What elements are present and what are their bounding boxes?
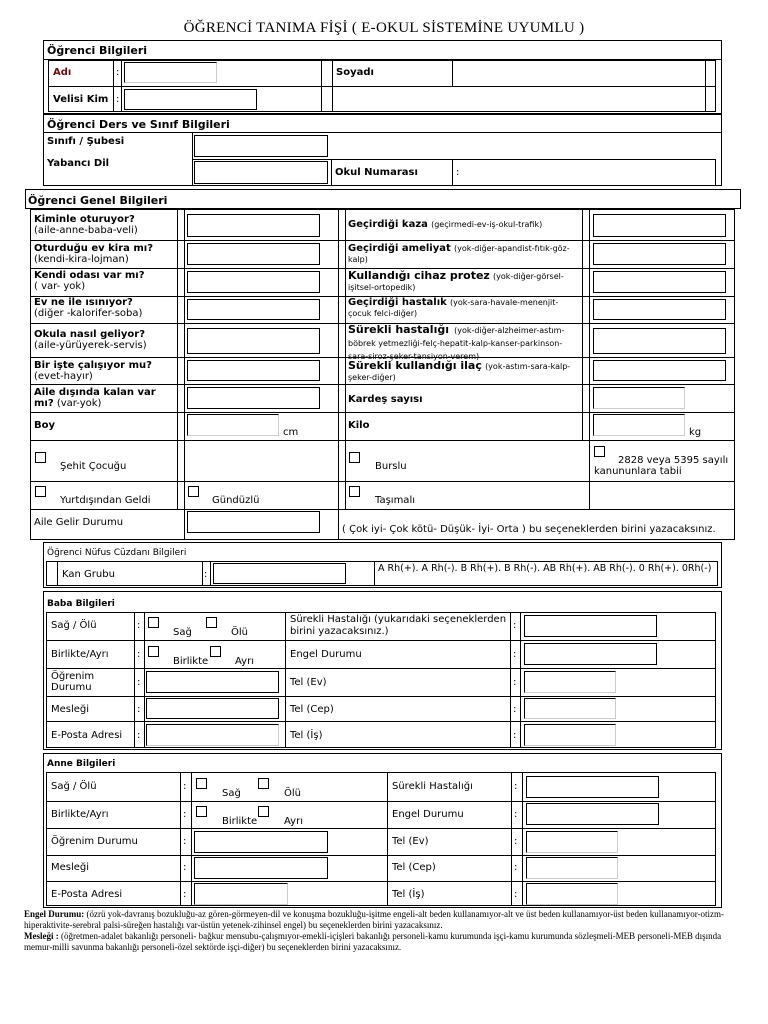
father-mobile-label: Tel (Cep) (290, 704, 334, 715)
school-number-label: Okul Numarası (335, 167, 418, 178)
page-title: ÖĞRENCİ TANIMA FİŞİ ( E-OKUL SİSTEMİNE UYUMLU ) (183, 20, 585, 36)
father-chronic-input[interactable] (524, 615, 657, 637)
colon: : (183, 889, 187, 900)
divider (30, 240, 735, 241)
lives-with-label: Kiminle oturuyor? (aile-anne-baba-veli) (34, 214, 138, 236)
law-label: 2828 veya 5395 sayılı kanununlara tabii (594, 455, 729, 477)
father-work-phone-label: Tel (İş) (290, 730, 323, 741)
divider (46, 668, 716, 669)
divider (589, 209, 590, 509)
mother-home-phone-input[interactable] (526, 831, 618, 853)
father-separate-checkbox[interactable] (210, 646, 221, 657)
colon: : (514, 809, 518, 820)
colon: : (116, 94, 120, 105)
transport-input[interactable] (187, 328, 320, 354)
colon: : (514, 836, 518, 847)
mother-dead-checkbox[interactable] (258, 778, 269, 789)
class-section-input[interactable] (194, 135, 328, 157)
illness-label: Geçirdiği hastalık (yok-sara-havale-menenjit-çocuk felci-diğer) (348, 297, 559, 318)
colon: : (137, 704, 141, 715)
colon: : (204, 569, 208, 580)
mother-mobile-label: Tel (Cep) (392, 862, 436, 873)
father-together-checkbox[interactable] (148, 646, 159, 657)
house-rent-label: Oturduğu ev kira mı? (kendi-kira-lojman) (34, 243, 154, 265)
name-input[interactable] (124, 62, 217, 83)
colon: : (137, 620, 141, 631)
father-disability-label: Engel Durumu (290, 649, 362, 660)
guardian-input[interactable] (124, 89, 257, 110)
divider (180, 772, 181, 906)
divider (46, 640, 716, 641)
weight-input[interactable] (593, 414, 685, 436)
father-work-phone-input[interactable] (524, 724, 616, 746)
colon: : (183, 809, 187, 820)
surgery-label: Geçirdiği ameliyat (yok-diğer-apandist-fıtık-göz-kalp) (348, 243, 570, 264)
prosthesis-input[interactable] (593, 271, 726, 293)
disability-note-text: (özrü yok-davranış bozukluğu-az gören-görmeyen-dil ve konuşma bozukluğu-işitme engeli-alt beden kullanamıyor-alt ve üst beden kullanamıyor-üst beden kullanamıyor-otizm-hiperaktivite-serebral palsi-süreğen hastalığı var-üstün yetenek-zihinsel engel) bu seçeneklerden birini yazacaksınız. (24, 909, 725, 930)
job-note-text: (öğretmen-adalet bakanlığı personeli- bağkur mensubu-çalışmıyor-emekli-içişleri bakanlığı personeli-kamu kurumunda işçi-kamu kurumunda sözleşmeli-MEB personeli-MEB dışında memur-milli savunma bakanlığı personeli-özel sektörde işçi-diğer) bu seçeneklerden birini yazacaksınız. (24, 931, 722, 952)
mother-alive-label: Sağ / Ölü (51, 781, 97, 792)
father-dead-checkbox[interactable] (206, 617, 217, 628)
father-email-input[interactable] (146, 724, 279, 746)
father-education-label: Öğrenim Durumu (51, 671, 95, 693)
colon: : (513, 730, 517, 741)
martyr-child-checkbox[interactable] (35, 452, 46, 463)
medication-input[interactable] (593, 360, 726, 381)
colon: : (513, 677, 517, 688)
mother-work-phone-label: Tel (İş) (392, 889, 425, 900)
divider (184, 209, 185, 540)
colon: : (183, 862, 187, 873)
mother-chronic-input[interactable] (526, 776, 659, 798)
student-info-header: Öğrenci Bilgileri (47, 44, 148, 57)
father-job-label: Mesleği (51, 704, 90, 715)
heating-input[interactable] (187, 299, 320, 320)
colon: : (514, 889, 518, 900)
father-disability-input[interactable] (524, 643, 657, 665)
mother-education-label: Öğrenim Durumu (51, 836, 138, 847)
transport-label: Okula nasıl geliyor? (aile-yürüyerek-servis) (34, 329, 147, 351)
surgery-input[interactable] (593, 243, 726, 265)
chronic-illness-input[interactable] (593, 328, 726, 354)
divider (374, 561, 375, 586)
divider (121, 60, 122, 112)
mother-job-input[interactable] (194, 857, 328, 879)
father-job-input[interactable] (146, 698, 279, 719)
from-abroad-checkbox[interactable] (35, 486, 46, 497)
scholarship-checkbox[interactable] (349, 452, 360, 463)
father-home-phone-input[interactable] (524, 671, 616, 693)
medication-label: Sürekli kullandığı ilaç (yok-astım-sara-kalp-şeker-diğer) (348, 359, 571, 382)
father-together-label: Birlikte/Ayrı (51, 649, 109, 660)
height-input[interactable] (187, 414, 279, 436)
divider (46, 855, 716, 856)
siblings-input[interactable] (593, 387, 685, 409)
mother-separate-checkbox[interactable] (258, 806, 269, 817)
divider (332, 60, 333, 112)
divider (520, 612, 521, 748)
heating-label: Ev ne ile ısınıyor? (diğer -kalorifer-soba) (34, 297, 143, 319)
accident-input[interactable] (593, 214, 726, 237)
guardian-label: Velisi Kim (53, 94, 109, 105)
mother-work-phone-input[interactable] (526, 883, 618, 905)
disability-note (24, 909, 748, 953)
mother-disability-label: Engel Durumu (392, 809, 464, 820)
colon: : (513, 620, 517, 631)
divider (46, 696, 716, 697)
colon: : (116, 67, 120, 78)
from-abroad-label: Yurtdışından Geldi (60, 495, 151, 506)
divider (522, 772, 523, 906)
mother-email-label: E-Posta Adresi (51, 889, 123, 900)
prosthesis-label: Kullandığı cihaz protez (yok-diğer-görsel-işitsel-ortopedik) (348, 269, 564, 292)
divider (387, 772, 388, 906)
day-student-checkbox[interactable] (188, 486, 199, 497)
father-alive-checkbox[interactable] (148, 617, 159, 628)
colon: : (514, 862, 518, 873)
father-dead-option: Ölü (231, 627, 248, 638)
disability-note-label: Engel Durumu: (24, 909, 85, 919)
divider (321, 60, 322, 112)
id-card-header: Öğrenci Nüfus Cüzdanı Bilgileri (47, 548, 187, 558)
father-alive-option: Sağ (173, 627, 192, 638)
colon: : (137, 677, 141, 688)
colon: : (137, 649, 141, 660)
working-input[interactable] (187, 360, 320, 381)
divider (338, 209, 339, 540)
outside-family-input[interactable] (187, 387, 320, 409)
foreign-language-input[interactable] (194, 161, 328, 184)
surname-label: Soyadı (336, 67, 374, 78)
family-income-note: ( Çok iyi- Çok kötü- Düşük- İyi- Orta ) bu seçeneklerden birini yazacaksınız. (342, 524, 716, 535)
colon: : (456, 167, 460, 178)
mother-home-phone-label: Tel (Ev) (392, 836, 429, 847)
divider (46, 801, 716, 802)
family-income-input[interactable] (187, 511, 320, 533)
divider (452, 159, 453, 186)
colon: : (137, 730, 141, 741)
divider (113, 60, 114, 112)
day-student-label: Gündüzlü (212, 495, 260, 506)
bussed-checkbox[interactable] (349, 486, 360, 497)
class-section-label: Sınıfı / Şubesi (47, 136, 125, 147)
father-header: Baba Bilgileri (47, 599, 115, 609)
mother-header: Anne Bilgileri (47, 759, 116, 769)
divider (202, 561, 203, 586)
mother-education-input[interactable] (194, 831, 328, 853)
name-label: Adı (53, 67, 72, 78)
cm-unit: cm (283, 427, 299, 438)
divider (134, 612, 135, 748)
divider (285, 612, 286, 748)
accident-label: Geçirdiği kaza (geçirmedi-ev-iş-okul-trafik) (348, 219, 543, 230)
weight-label: Kilo (348, 420, 370, 431)
father-together-option: Birlikte (173, 656, 209, 667)
house-rent-input[interactable] (187, 243, 320, 265)
divider (48, 86, 716, 87)
divider (30, 509, 735, 510)
divider (46, 721, 716, 722)
divider (144, 612, 145, 748)
father-mobile-input[interactable] (524, 698, 616, 719)
divider (452, 60, 453, 86)
divider (511, 772, 512, 906)
divider (191, 772, 192, 906)
father-email-label: E-Posta Adresi (51, 730, 123, 741)
own-room-input[interactable] (187, 271, 320, 293)
chronic-illness-label: Sürekli hastalığı (yok-diğer-alzheimer-astım-böbrek yetmezliği-felç-hepatit-kalp-kanser-parkinson-sara-siroz-şeker-tansiyon-verem) (348, 323, 565, 361)
mother-separate-option: Ayrı (284, 816, 303, 827)
lives-with-input[interactable] (187, 214, 320, 237)
father-home-phone-label: Tel (Ev) (290, 677, 327, 688)
father-separate-option: Ayrı (235, 656, 254, 667)
mother-alive-option: Sağ (222, 788, 241, 799)
foreign-language-label: Yabancı Dil (47, 158, 110, 169)
divider (210, 561, 211, 586)
bussed-label: Taşımalı (375, 495, 415, 506)
class-info-header: Öğrenci Ders ve Sınıf Bilgileri (47, 118, 230, 131)
divider (510, 612, 511, 748)
height-label: Boy (34, 420, 56, 431)
father-alive-label: Sağ / Ölü (51, 620, 97, 631)
divider (30, 384, 735, 385)
blood-type-label: Kan Grubu (62, 569, 115, 580)
mother-together-checkbox[interactable] (196, 806, 207, 817)
mother-alive-checkbox[interactable] (196, 778, 207, 789)
siblings-label: Kardeş sayısı (348, 394, 423, 405)
divider (30, 481, 735, 482)
blood-type-input[interactable] (213, 563, 346, 584)
divider (345, 209, 346, 509)
working-label: Bir işte çalışıyor mu? (evet-hayır) (34, 360, 152, 382)
colon: : (513, 649, 517, 660)
colon: : (513, 704, 517, 715)
job-note-label: Mesleği : (24, 931, 59, 941)
mother-email-input[interactable] (194, 883, 288, 905)
own-room-label: Kendi odası var mı? ( var- yok) (34, 270, 145, 292)
colon: : (514, 781, 518, 792)
mother-dead-option: Ölü (284, 788, 301, 799)
outside-family-label: Aile dışında kalan var mı? (var-yok) (34, 387, 156, 409)
martyr-child-label: Şehit Çocuğu (60, 461, 127, 472)
divider (43, 132, 722, 133)
scholarship-label: Burslu (375, 461, 407, 472)
illness-input[interactable] (593, 299, 726, 320)
divider (57, 561, 58, 586)
blood-type-options: A Rh(+). A Rh(-). B Rh(+). B Rh(-). AB Rh(+). AB Rh(-). 0 Rh(+). 0Rh(-) (378, 563, 712, 574)
colon: : (183, 781, 187, 792)
mother-chronic-label: Sürekli Hastalığı (392, 781, 473, 792)
mother-job-label: Mesleği (51, 862, 90, 873)
divider (30, 412, 735, 413)
father-chronic-label: Sürekli Hastalığı (yukarıdaki seçeneklerden birini yazacaksınız.) (290, 614, 507, 637)
divider (705, 60, 706, 112)
divider (30, 440, 735, 441)
divider (582, 209, 583, 440)
colon: : (183, 836, 187, 847)
father-education-input[interactable] (146, 671, 279, 693)
family-income-label: Aile Gelir Durumu (34, 517, 124, 528)
mother-together-label: Birlikte/Ayrı (51, 809, 109, 820)
divider (46, 881, 716, 882)
divider (46, 828, 716, 829)
kg-unit: kg (689, 427, 702, 438)
mother-together-option: Birlikte (222, 816, 258, 827)
divider (177, 209, 178, 509)
mother-disability-input[interactable] (526, 803, 659, 825)
general-info-header: Öğrenci Genel Bilgileri (28, 194, 168, 207)
mother-mobile-input[interactable] (526, 857, 618, 879)
